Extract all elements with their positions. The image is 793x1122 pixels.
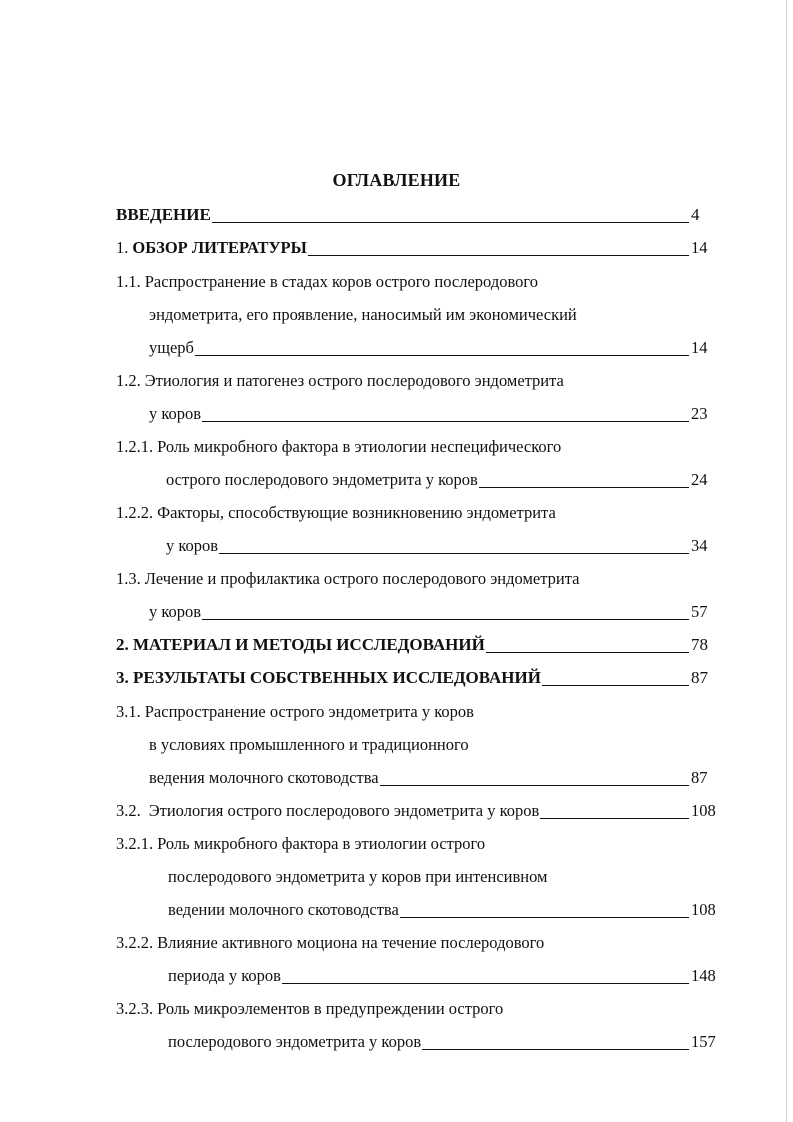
toc-page-number: 23	[691, 404, 708, 423]
toc-entry-text: в условиях промышленного и традиционного	[149, 735, 469, 754]
toc-entry-introduction[interactable]	[116, 203, 721, 227]
toc-entry-text: у коров	[166, 536, 219, 555]
toc-page-number: 14	[691, 238, 708, 257]
toc-entry-1-3[interactable]	[116, 567, 721, 591]
toc-entry-number: 3.2.3.	[116, 999, 154, 1018]
toc-entry-1-3-line2	[116, 600, 721, 624]
toc-leader	[282, 983, 689, 984]
toc-entry-number: 3.2.2.	[116, 933, 154, 952]
toc-entry-1-2-2-line2	[116, 534, 721, 558]
toc-page-number: 24	[691, 470, 708, 489]
toc-leader	[202, 421, 689, 422]
toc-entry-2[interactable]	[116, 633, 721, 657]
toc-entry-text: Распространение в стадах коров острого послеродового	[144, 272, 539, 291]
toc-entry-text: 3. РЕЗУЛЬТАТЫ СОБСТВЕННЫХ ИССЛЕДОВАНИЙ	[116, 668, 541, 687]
toc-entry-1-2-2[interactable]	[116, 501, 721, 525]
toc-entry-text: ведения молочного скотоводства	[149, 768, 379, 787]
toc-entry-1-1-line3	[116, 336, 721, 360]
toc-entry-text: ведении молочного скотоводства	[168, 900, 399, 919]
toc-page-number: 34	[691, 536, 708, 555]
toc-leader	[219, 553, 689, 554]
toc-entry-text: Роль микробного фактора в этиологии острого	[157, 834, 486, 853]
toc-entry-3-2-3[interactable]	[116, 997, 721, 1021]
toc-entry-text: 2. МАТЕРИАЛ И МЕТОДЫ ИССЛЕДОВАНИЙ	[116, 635, 485, 654]
toc-entry-text: Влияние активного моциона на течение послеродового	[157, 933, 545, 952]
toc-entry-text: ОБЗОР ЛИТЕРАТУРЫ	[132, 238, 307, 257]
toc-page-number: 78	[691, 635, 708, 654]
toc-entry-text: Роль микробного фактора в этиологии неспецифического	[157, 437, 562, 456]
toc-leader	[542, 685, 689, 686]
toc-entry-text: послеродового эндометрита у коров при интенсивном	[168, 867, 548, 886]
toc-entry-text: периода у коров	[168, 966, 281, 985]
toc-leader	[202, 619, 689, 620]
toc-leader	[540, 818, 689, 819]
toc-entry-3-2-3-line2	[116, 1030, 721, 1054]
toc-entry-1-1[interactable]	[116, 270, 721, 294]
toc-entry-text: Этиология острого послеродового эндометрита у коров	[148, 801, 540, 820]
toc-entry-3-1-line3	[116, 766, 721, 790]
toc-leader	[422, 1049, 689, 1050]
toc-entry-number: 1.2.1.	[116, 437, 154, 456]
toc-entry-number: 1.3.	[116, 569, 141, 588]
toc-page-number: 148	[691, 966, 716, 985]
toc-entry-3-2-1-line2	[116, 865, 721, 889]
toc-leader	[479, 487, 689, 488]
toc-entry-3-2-1[interactable]	[116, 832, 721, 856]
toc-entry-1-2-1[interactable]	[116, 435, 721, 459]
page-title: ОГЛАВЛЕНИЕ	[332, 170, 461, 190]
toc-entry-3-2-2[interactable]	[116, 931, 721, 955]
toc-page-number: 87	[691, 768, 708, 787]
toc-entry-3-1[interactable]	[116, 700, 721, 724]
toc-leader	[308, 255, 689, 256]
toc-entry-text: Лечение и профилактика острого послеродового эндометрита	[144, 569, 580, 588]
toc-entry-text: Факторы, способствующие возникновению эндометрита	[157, 503, 556, 522]
toc-leader	[400, 917, 689, 918]
toc-page-number: 108	[691, 900, 716, 919]
toc-entry-text: Распространение острого эндометрита у коров	[144, 702, 474, 721]
toc-entry-text: острого послеродового эндометрита у коров	[166, 470, 478, 489]
toc-entry-number: 1.2.	[116, 371, 141, 390]
toc-entry-1[interactable]	[116, 236, 721, 260]
toc-page-number: 57	[691, 602, 708, 621]
toc-page-number: 87	[691, 668, 708, 687]
toc-leader	[195, 355, 689, 356]
scan-edge-line	[786, 0, 787, 1122]
toc-page-number: 108	[691, 801, 716, 820]
toc-page-number: 4	[691, 205, 700, 224]
toc-entry-number: 3.2.	[116, 801, 141, 820]
toc-entry-3-2-2-line2	[116, 964, 721, 988]
toc-entry-1-2-line2	[116, 402, 721, 426]
toc-entry-text: ущерб	[149, 338, 194, 357]
toc-entry-number: 3.2.1.	[116, 834, 154, 853]
toc-entry-1-2-1-line2	[116, 468, 721, 492]
toc-entry-text: ВВЕДЕНИЕ	[116, 205, 211, 224]
toc-page-number: 14	[691, 338, 708, 357]
toc-entry-3-1-line2	[116, 733, 721, 757]
toc-entry-1-1-line2	[116, 303, 721, 327]
toc-entry-3[interactable]	[116, 666, 721, 690]
toc-entry-text: у коров	[149, 602, 202, 621]
toc-leader	[212, 222, 689, 223]
toc-entry-number: 1.	[116, 238, 129, 257]
toc-page-number: 157	[691, 1032, 716, 1051]
toc-leader	[380, 785, 689, 786]
toc-entry-text: Роль микроэлементов в предупреждении острого	[157, 999, 504, 1018]
toc-leader	[486, 652, 689, 653]
toc-entry-number: 3.1.	[116, 702, 141, 721]
toc-entry-3-2-1-line3	[116, 898, 721, 922]
toc-entry-3-2[interactable]	[116, 799, 721, 823]
toc-entry-text: послеродового эндометрита у коров	[168, 1032, 422, 1051]
toc-entry-text: эндометрита, его проявление, наносимый им экономический	[149, 305, 577, 324]
toc-entry-1-2[interactable]	[116, 369, 721, 393]
toc-entry-number: 1.2.2.	[116, 503, 154, 522]
toc-entry-text: Этиология и патогенез острого послеродового эндометрита	[144, 371, 564, 390]
toc-entry-number: 1.1.	[116, 272, 141, 291]
toc-entry-text: у коров	[149, 404, 202, 423]
